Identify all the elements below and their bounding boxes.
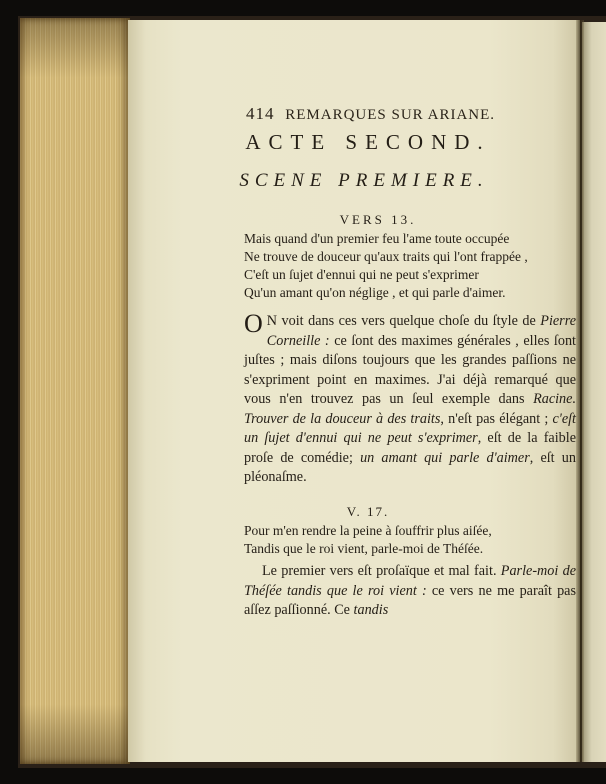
commentary-italic: Pierre Corneille : [266,313,576,349]
verse-line: Qu'un amant qu'on néglige , et qui parle d'aimer. [244,285,506,300]
verse-line: Mais quand d'un premier feu l'ame toute occupée [244,231,510,246]
page-edges-shadow [20,18,130,764]
scene-title: SCENE PREMIERE. [239,170,489,191]
page-number: 414 [246,104,275,123]
commentary-text: , n'eſt pas élégant ; [440,410,553,427]
verse-line: Pour m'en rendre la peine à ſouffrir plus aiſée, [244,523,492,538]
second-paragraph [244,562,576,621]
commentary-italic: c'eſt un ſujet d'ennui qui ne peut s'exprimer [244,410,576,446]
page-gutter [576,20,584,762]
commentary-text: , eſt un pléonaſme. [244,449,576,485]
running-header [246,104,596,124]
verse-quote [244,230,528,302]
drop-cap: O [244,309,263,338]
verse-line: Ne trouve de douceur qu'aux traits qui l'ont frappée , [244,249,528,264]
verse-label-2: V. 17. [346,504,390,519]
running-title: REMARQUES SUR ARIANE. [285,107,496,123]
book-page [128,20,580,762]
commentary-italic: un amant qui parle d'aimer [360,449,530,466]
commentary-italic: Racine. Trouver de la douceur à des traits [244,391,576,427]
commentary-text: , eſt de la faible proſe de comédie; [244,430,576,466]
paragraph-italic: tandis [353,602,389,618]
paragraph-text: Le premier vers eſt proſaïque et mal fait. [262,563,501,579]
verse-quote-2 [244,522,492,558]
commentary-text: N voit dans ces vers quelque choſe du ſtyle de [266,313,541,329]
commentary-paragraph [244,309,576,488]
act-title: ACTE SECOND. [245,130,491,154]
paragraph-italic: Parle-moi de Théſée tandis que le roi vient : [244,563,577,599]
paragraph-text: ce vers ne me paraît pas aſſez paſſionné. Ce [244,582,576,618]
verse-line: Tandis que le roi vient, parle-moi de Théſée. [244,541,484,556]
verse-line: C'eſt un ſujet d'ennui qui ne peut s'exprimer [244,267,479,282]
verse-label: VERS 13. [339,212,417,227]
commentary-text: ce ſont des maximes générales , elles ſont juſtes ; mais diſons toujours que les grandes paſſions ne s'expriment point en maximes. J'ai déjà remarqué que vous n'en trouvez pas un ſeul exemple dans [244,332,576,407]
